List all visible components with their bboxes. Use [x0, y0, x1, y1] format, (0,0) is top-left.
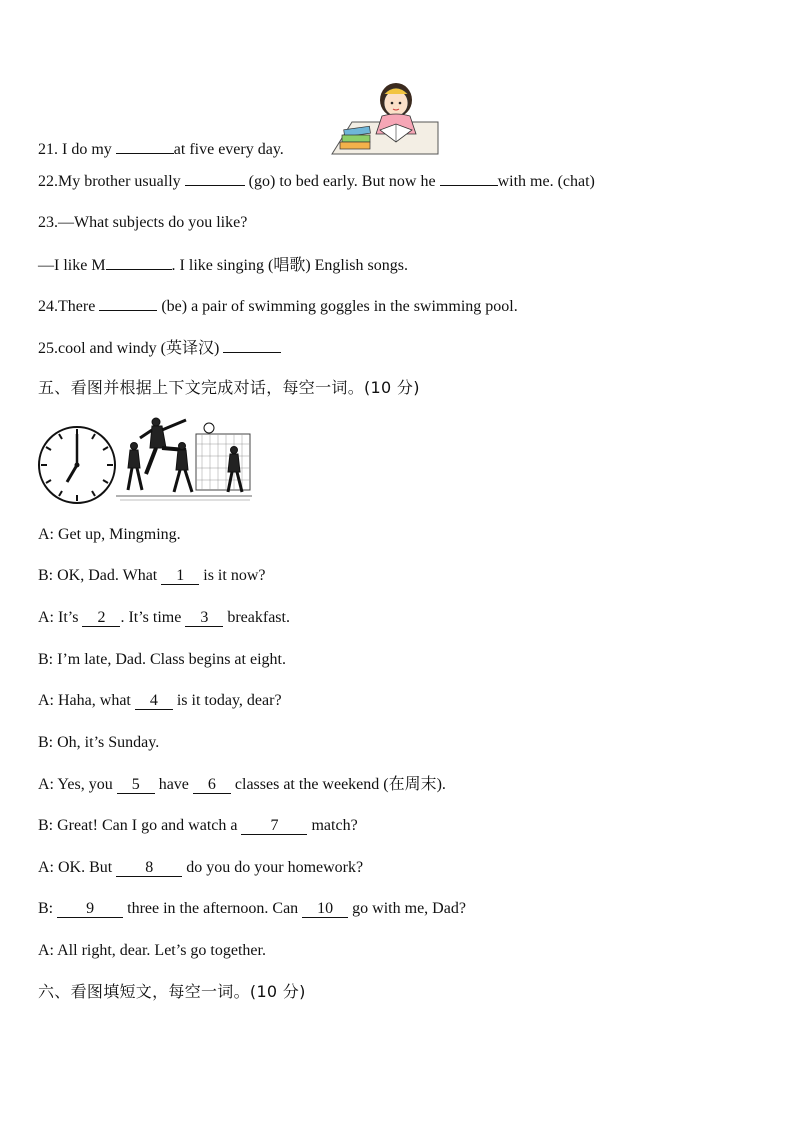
dialogue-line-5: A: Haha, what 4 is it today, dear?	[38, 692, 282, 709]
answer-blank-10[interactable]: 10	[302, 901, 348, 918]
answer-blank-6[interactable]: 6	[193, 777, 231, 794]
section-5-heading: 五、看图并根据上下文完成对话，每空一词。(10 分)	[38, 378, 420, 397]
question-25: 25.cool and windy (英译汉)	[38, 338, 281, 359]
girl-reading-illustration	[330, 78, 440, 156]
dialogue-line-4: B: I’m late, Dad. Class begins at eight.	[38, 651, 286, 668]
dialogue-line-9: A: OK. But 8 do you do your homework?	[38, 859, 364, 876]
answer-blank[interactable]	[440, 171, 498, 186]
answer-blank-7[interactable]: 7	[241, 818, 307, 835]
question-number: 22	[38, 173, 54, 190]
dialogue-line-1: A: Get up, Mingming.	[38, 526, 181, 543]
question-21: 21. I do my at five every day.	[38, 141, 284, 158]
answer-blank[interactable]	[99, 296, 157, 311]
question-number: 24	[38, 298, 54, 315]
question-number: 23	[38, 214, 54, 231]
dialogue-line-7: A: Yes, you 5 have 6 classes at the weekend (在周末).	[38, 776, 446, 793]
answer-blank[interactable]	[106, 255, 172, 270]
question-22: 22.My brother usually (go) to bed early. But now he with me. (chat)	[38, 173, 595, 190]
question-23-answer: —I like M . I like singing (唱歌) English songs.	[38, 257, 408, 274]
answer-blank[interactable]	[116, 139, 174, 154]
football-match-illustration	[116, 416, 252, 504]
dialogue-line-3: A: It’s 2 . It’s time 3 breakfast.	[38, 609, 290, 626]
question-24: 24.There (be) a pair of swimming goggles in the swimming pool.	[38, 298, 518, 315]
question-number: 25	[38, 340, 54, 357]
question-23: 23.—What subjects do you like?	[38, 214, 248, 231]
answer-blank-8[interactable]: 8	[116, 860, 182, 877]
clock-icon	[36, 424, 118, 506]
section-6-heading: 六、看图填短文，每空一词。(10 分)	[38, 982, 306, 1001]
dialogue-line-10: B: 9 three in the afternoon. Can 10 go with me, Dad?	[38, 900, 466, 917]
answer-blank[interactable]	[185, 171, 245, 186]
dialogue-line-2: B: OK, Dad. What 1 is it now?	[38, 567, 266, 584]
dialogue-line-11: A: All right, dear. Let’s go together.	[38, 942, 266, 959]
dialogue-line-6: B: Oh, it’s Sunday.	[38, 734, 160, 751]
answer-blank-4[interactable]: 4	[135, 693, 173, 710]
answer-blank-3[interactable]: 3	[185, 610, 223, 627]
answer-blank-5[interactable]: 5	[117, 777, 155, 794]
dialogue-line-8: B: Great! Can I go and watch a 7 match?	[38, 817, 358, 834]
answer-blank[interactable]	[223, 338, 281, 353]
question-number: 21	[38, 141, 54, 158]
answer-blank-2[interactable]: 2	[82, 610, 120, 627]
answer-blank-9[interactable]: 9	[57, 901, 123, 918]
answer-blank-1[interactable]: 1	[161, 568, 199, 585]
